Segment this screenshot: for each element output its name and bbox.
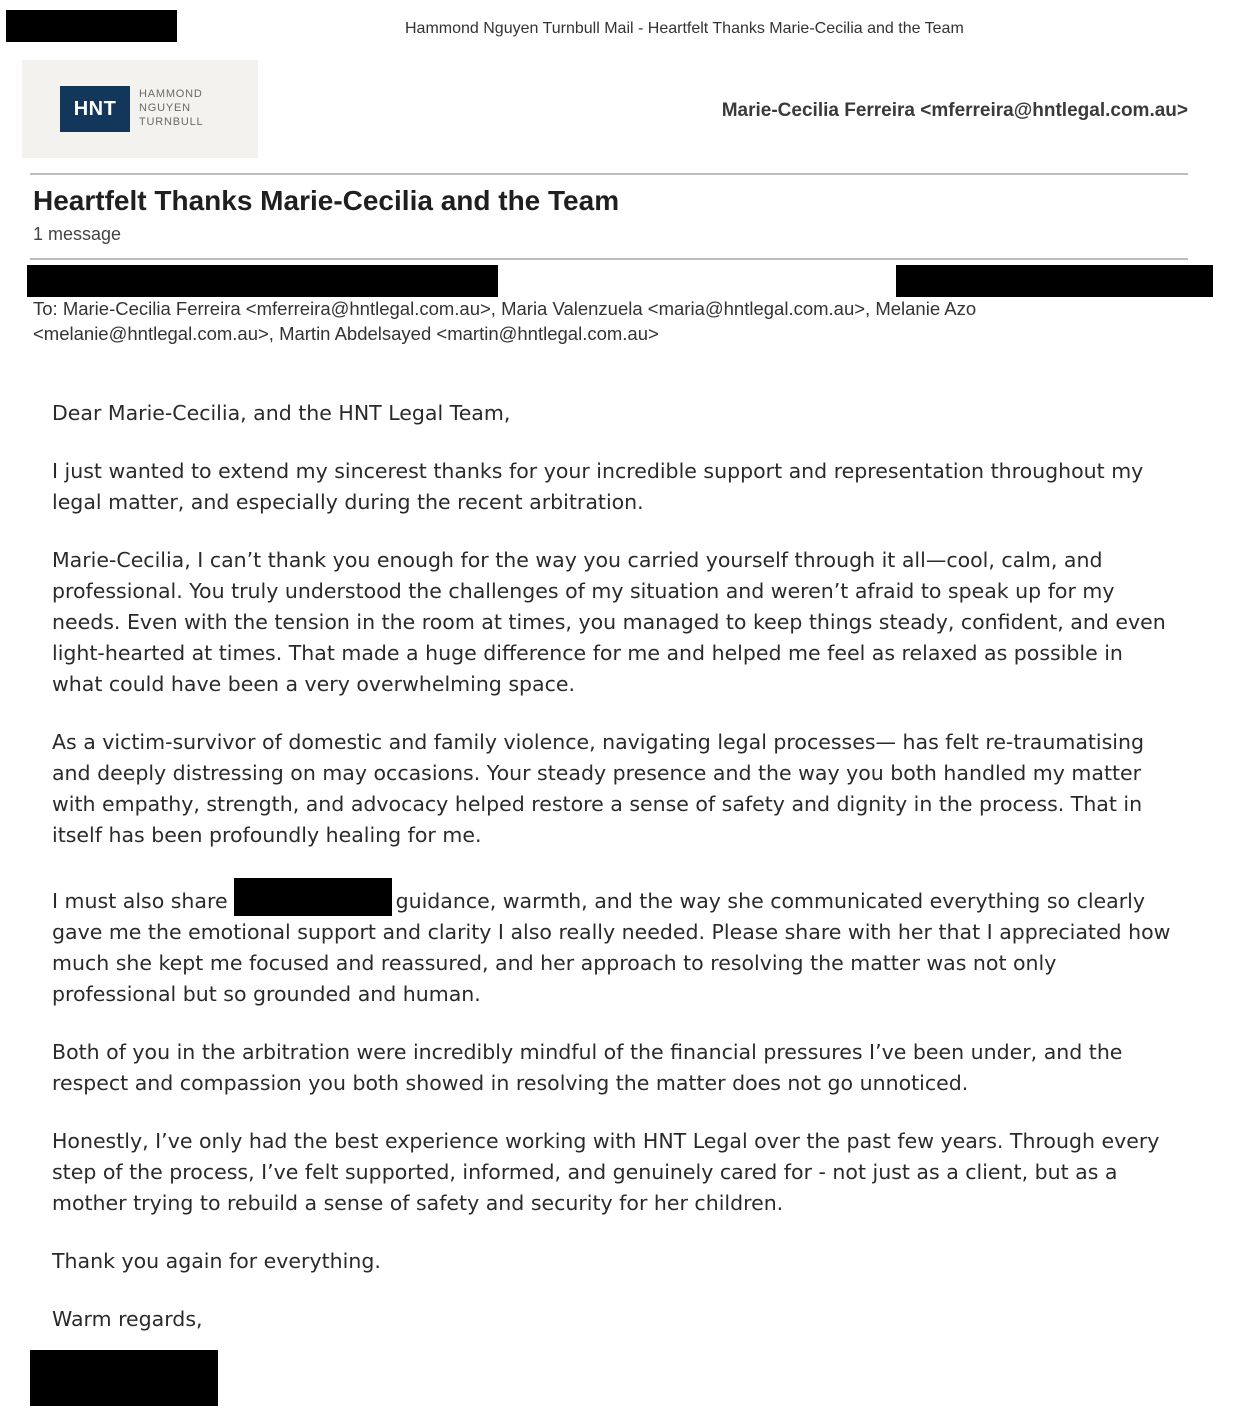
paragraph-3: As a victim-survivor of domestic and family violence, navigating legal processes— has felt re-traumatising and deeply distressing on may occasions. Your steady presence and the way you both handled my matter with empathy, strength, and advocacy helped restore a sense of safety and dignity in the process. That in itself has been profoundly healing for me. [52,730,1144,847]
redacted-sender [27,265,498,297]
header-divider [30,173,1188,175]
recipients [33,296,1163,346]
paragraph-7: Thank you again for everything. [52,1249,381,1273]
logo-wordmark [139,87,203,129]
redacted-date [896,265,1213,297]
logo-line-2: NGUYEN [139,102,191,114]
recipients-line-2: <melanie@hntlegal.com.au>, Martin Abdelsayed <martin@hntlegal.com.au> [33,323,659,344]
paragraph-4 [52,878,1177,1010]
print-header: Hammond Nguyen Turnbull Mail - Heartfelt Thanks Marie-Cecilia and the Team [405,20,964,37]
redacted-name [234,878,392,916]
greeting: Dear Marie-Cecilia, and the HNT Legal Team, [52,401,511,425]
paragraph-2: Marie-Cecilia, I can’t thank you enough for the way you carried yourself through it all—cool, calm, and professional. You truly understood the challenges of my situation and weren’t afraid to speak up for my needs. Even with the tension in the room at times, you managed to keep things steady, confident, and even light-hearted at times. That made a huge difference for me and helped me feel as relaxed as possible in what could have been a very overwhelming space. [52,548,1166,696]
logo-mark: HNT [60,86,130,132]
email-body [52,398,1177,1362]
paragraph-5: Both of you in the arbitration were incredibly mindful of the financial pressures I’ve been under, and the respect and compassion you both showed in resolving the matter does not go unnoticed. [52,1040,1123,1095]
subject-divider [30,258,1188,260]
logo-line-3: TURNBULL [139,116,204,128]
paragraph-6: Honestly, I’ve only had the best experience working with HNT Legal over the past few years. Through every step of the process, I’ve felt supported, informed, and genuinely cared for - not just as a client, but as a mother trying to rebuild a sense of safety and security for her children. [52,1129,1160,1215]
logo-line-1: HAMMOND [139,88,203,100]
paragraph-4-start: I must also share [52,889,228,913]
recipients-line-1: To: Marie-Cecilia Ferreira <mferreira@hntlegal.com.au>, Maria Valenzuela <maria@hntlegal.com.au>, Melanie Azo [33,298,977,319]
message-count: 1 message [33,224,122,244]
signoff: Warm regards, [52,1307,203,1331]
redacted-signature [30,1350,218,1406]
paragraph-4-end: guidance, warmth, and the way she communicated everything so clearly gave me the emotional support and clarity I also really needed. Please share with her that I appreciated how much she kept me focused and reassured, and her approach to resolving the matter was not only professional but so grounded and human. [52,889,1171,1006]
email-subject: Heartfelt Thanks Marie-Cecilia and the Team [33,185,620,216]
company-logo [22,60,258,158]
account-address: Marie-Cecilia Ferreira <mferreira@hntlegal.com.au> [721,100,1188,121]
paragraph-1: I just wanted to extend my sincerest thanks for your incredible support and representation throughout my legal matter, and especially during the recent arbitration. [52,459,1144,514]
redacted-top-left [6,10,177,42]
